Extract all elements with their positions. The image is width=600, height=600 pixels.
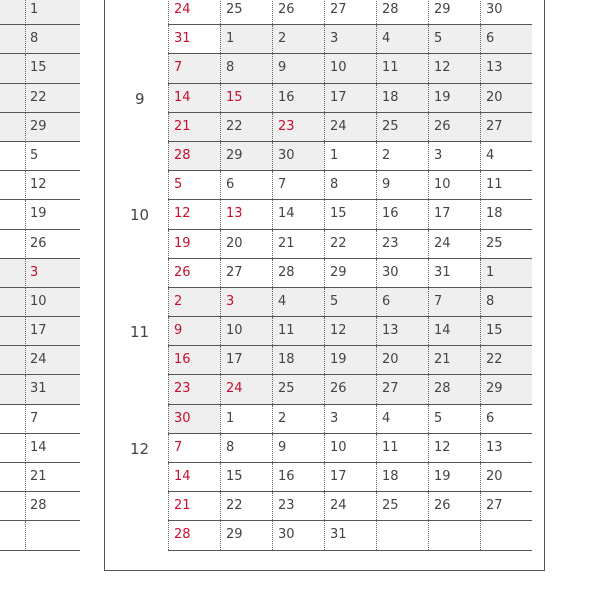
day-cell: 25	[376, 492, 428, 520]
day-cell: 5	[324, 288, 376, 316]
left-row-strip	[0, 142, 25, 171]
day-cell: 10	[324, 434, 376, 462]
day-cell: 28	[168, 521, 220, 549]
day-cell: 29	[220, 142, 272, 170]
day-cell	[428, 521, 480, 549]
page-border-bottom	[104, 570, 545, 571]
day-cell: 24	[220, 375, 272, 403]
day-cell: 21	[168, 113, 220, 141]
left-day-cell: 26	[25, 230, 80, 259]
left-row-strip	[0, 25, 25, 54]
day-cell: 21	[272, 230, 324, 258]
day-cell: 20	[220, 230, 272, 258]
left-day-cell: 12	[25, 171, 80, 200]
day-cell: 17	[324, 463, 376, 491]
day-cell: 11	[376, 54, 428, 82]
left-row-strip	[0, 317, 25, 346]
day-cell: 7	[168, 434, 220, 462]
day-cell: 31	[168, 25, 220, 53]
left-day-cell: 14	[25, 434, 80, 463]
day-cell: 4	[480, 142, 532, 170]
day-cell: 7	[168, 54, 220, 82]
day-cell: 24	[428, 230, 480, 258]
left-row-strip	[0, 405, 25, 434]
left-day-cell: 22	[25, 84, 80, 113]
day-cell: 27	[324, 0, 376, 24]
day-cell: 18	[376, 84, 428, 112]
day-cell: 30	[168, 405, 220, 433]
left-day-cell: 15	[25, 54, 80, 83]
day-cell: 23	[272, 113, 324, 141]
day-cell: 12	[168, 200, 220, 228]
day-cell: 3	[220, 288, 272, 316]
day-cell: 2	[272, 25, 324, 53]
week-row	[168, 54, 532, 83]
left-row	[0, 434, 80, 463]
day-cell: 5	[428, 25, 480, 53]
day-cell: 15	[324, 200, 376, 228]
day-cell: 1	[480, 259, 532, 287]
left-row-strip	[0, 200, 25, 229]
day-cell: 20	[376, 346, 428, 374]
day-cell: 25	[220, 0, 272, 24]
day-cell: 20	[480, 84, 532, 112]
day-cell: 30	[272, 521, 324, 549]
day-cell: 11	[272, 317, 324, 345]
day-cell: 28	[168, 142, 220, 170]
left-row	[0, 259, 80, 288]
day-cell: 14	[428, 317, 480, 345]
left-row	[0, 405, 80, 434]
day-cell: 27	[376, 375, 428, 403]
left-row-strip	[0, 288, 25, 317]
left-row-strip	[0, 0, 25, 25]
week-row	[168, 259, 532, 288]
day-cell: 29	[220, 521, 272, 549]
day-cell: 21	[168, 492, 220, 520]
day-cell: 28	[272, 259, 324, 287]
day-cell: 4	[272, 288, 324, 316]
day-cell: 25	[480, 230, 532, 258]
week-row	[168, 375, 532, 404]
left-row-strip	[0, 375, 25, 404]
left-row	[0, 317, 80, 346]
day-cell: 24	[324, 113, 376, 141]
day-cell: 1	[324, 142, 376, 170]
day-cell: 16	[168, 346, 220, 374]
day-cell: 19	[324, 346, 376, 374]
left-day-cell: 24	[25, 346, 80, 375]
day-cell: 3	[428, 142, 480, 170]
day-cell: 6	[376, 288, 428, 316]
week-row	[168, 113, 532, 142]
left-row	[0, 200, 80, 229]
day-cell: 30	[272, 142, 324, 170]
day-cell: 24	[324, 492, 376, 520]
month-label: 12	[130, 440, 150, 458]
day-cell: 1	[220, 405, 272, 433]
day-cell: 6	[480, 405, 532, 433]
week-row	[168, 25, 532, 54]
day-cell: 23	[168, 375, 220, 403]
day-cell: 13	[220, 200, 272, 228]
day-cell: 16	[272, 84, 324, 112]
day-cell: 12	[428, 434, 480, 462]
left-row	[0, 54, 80, 83]
day-cell: 2	[168, 288, 220, 316]
day-cell: 22	[220, 113, 272, 141]
left-day-cell	[25, 521, 80, 550]
week-row	[168, 142, 532, 171]
left-row-strip	[0, 492, 25, 521]
day-cell: 15	[480, 317, 532, 345]
left-day-cell: 7	[25, 405, 80, 434]
week-row	[168, 230, 532, 259]
day-cell: 26	[428, 492, 480, 520]
left-day-cell: 31	[25, 375, 80, 404]
left-day-cell: 21	[25, 463, 80, 492]
calendar-grid	[168, 0, 532, 551]
left-row-strip	[0, 54, 25, 83]
week-row	[168, 0, 532, 25]
left-row	[0, 288, 80, 317]
left-row	[0, 84, 80, 113]
day-cell: 13	[480, 54, 532, 82]
left-day-cell: 8	[25, 25, 80, 54]
day-cell: 4	[376, 405, 428, 433]
day-cell: 23	[376, 230, 428, 258]
day-cell: 7	[272, 171, 324, 199]
day-cell: 15	[220, 84, 272, 112]
day-cell: 11	[480, 171, 532, 199]
left-row-strip	[0, 346, 25, 375]
left-row	[0, 142, 80, 171]
day-cell: 8	[324, 171, 376, 199]
day-cell: 1	[220, 25, 272, 53]
day-cell	[480, 521, 532, 549]
day-cell: 16	[376, 200, 428, 228]
day-cell: 26	[272, 0, 324, 24]
day-cell: 27	[480, 492, 532, 520]
day-cell: 22	[220, 492, 272, 520]
day-cell: 30	[480, 0, 532, 24]
day-cell: 28	[428, 375, 480, 403]
left-row	[0, 463, 80, 492]
day-cell: 29	[428, 0, 480, 24]
left-row	[0, 375, 80, 404]
day-cell: 19	[168, 230, 220, 258]
week-row	[168, 200, 532, 229]
week-row	[168, 288, 532, 317]
week-row	[168, 84, 532, 113]
day-cell: 26	[168, 259, 220, 287]
day-cell: 18	[272, 346, 324, 374]
left-day-cell: 5	[25, 142, 80, 171]
previous-page-column	[0, 0, 80, 551]
day-cell: 13	[480, 434, 532, 462]
day-cell: 14	[168, 463, 220, 491]
day-cell: 10	[428, 171, 480, 199]
left-row	[0, 521, 80, 550]
left-row-strip	[0, 434, 25, 463]
week-row	[168, 171, 532, 200]
day-cell: 7	[428, 288, 480, 316]
day-cell: 15	[220, 463, 272, 491]
day-cell: 12	[324, 317, 376, 345]
day-cell: 16	[272, 463, 324, 491]
day-cell: 27	[480, 113, 532, 141]
day-cell: 22	[480, 346, 532, 374]
day-cell: 19	[428, 463, 480, 491]
day-cell: 17	[324, 84, 376, 112]
day-cell: 6	[220, 171, 272, 199]
day-cell: 6	[480, 25, 532, 53]
day-cell: 12	[428, 54, 480, 82]
day-cell: 21	[428, 346, 480, 374]
left-row-strip	[0, 230, 25, 259]
day-cell: 25	[376, 113, 428, 141]
day-cell: 5	[428, 405, 480, 433]
day-cell: 25	[272, 375, 324, 403]
week-row	[168, 317, 532, 346]
week-row	[168, 492, 532, 521]
day-cell: 13	[376, 317, 428, 345]
month-label: 9	[135, 89, 145, 108]
left-day-cell: 17	[25, 317, 80, 346]
left-day-cell: 1	[25, 0, 80, 25]
day-cell: 29	[480, 375, 532, 403]
day-cell: 8	[220, 434, 272, 462]
left-row-strip	[0, 259, 25, 288]
day-cell: 3	[324, 25, 376, 53]
day-cell: 9	[376, 171, 428, 199]
left-row	[0, 230, 80, 259]
day-cell: 29	[324, 259, 376, 287]
left-row	[0, 171, 80, 200]
day-cell: 5	[168, 171, 220, 199]
day-cell: 14	[272, 200, 324, 228]
day-cell: 20	[480, 463, 532, 491]
left-row	[0, 492, 80, 521]
day-cell: 24	[168, 0, 220, 24]
day-cell: 9	[168, 317, 220, 345]
day-cell: 3	[324, 405, 376, 433]
day-cell: 30	[376, 259, 428, 287]
week-row	[168, 521, 532, 550]
day-cell: 10	[220, 317, 272, 345]
left-row-strip	[0, 463, 25, 492]
week-row	[168, 346, 532, 375]
day-cell	[376, 521, 428, 549]
day-cell: 9	[272, 434, 324, 462]
day-cell: 2	[376, 142, 428, 170]
left-row	[0, 0, 80, 25]
left-day-cell: 3	[25, 259, 80, 288]
week-row	[168, 434, 532, 463]
day-cell: 8	[480, 288, 532, 316]
left-row-strip	[0, 84, 25, 113]
day-cell: 28	[376, 0, 428, 24]
left-day-cell: 28	[25, 492, 80, 521]
day-cell: 17	[220, 346, 272, 374]
day-cell: 19	[428, 84, 480, 112]
left-day-cell: 10	[25, 288, 80, 317]
left-row-strip	[0, 521, 25, 550]
day-cell: 17	[428, 200, 480, 228]
month-label: 10	[130, 206, 150, 225]
day-cell: 31	[428, 259, 480, 287]
day-cell: 8	[220, 54, 272, 82]
day-cell: 27	[220, 259, 272, 287]
day-cell: 4	[376, 25, 428, 53]
day-cell: 2	[272, 405, 324, 433]
page-border-right	[544, 0, 545, 571]
week-row	[168, 405, 532, 434]
day-cell: 10	[324, 54, 376, 82]
day-cell: 11	[376, 434, 428, 462]
day-cell: 26	[428, 113, 480, 141]
left-row-strip	[0, 113, 25, 142]
day-cell: 14	[168, 84, 220, 112]
week-row	[168, 463, 532, 492]
month-label: 11	[130, 323, 150, 342]
left-row-strip	[0, 171, 25, 200]
day-cell: 22	[324, 230, 376, 258]
left-day-cell: 19	[25, 200, 80, 229]
day-cell: 23	[272, 492, 324, 520]
day-cell: 18	[376, 463, 428, 491]
left-row	[0, 113, 80, 142]
left-row	[0, 346, 80, 375]
page-border-left	[104, 0, 105, 571]
left-day-cell: 29	[25, 113, 80, 142]
left-row	[0, 25, 80, 54]
day-cell: 26	[324, 375, 376, 403]
day-cell: 31	[324, 521, 376, 549]
day-cell: 9	[272, 54, 324, 82]
day-cell: 18	[480, 200, 532, 228]
